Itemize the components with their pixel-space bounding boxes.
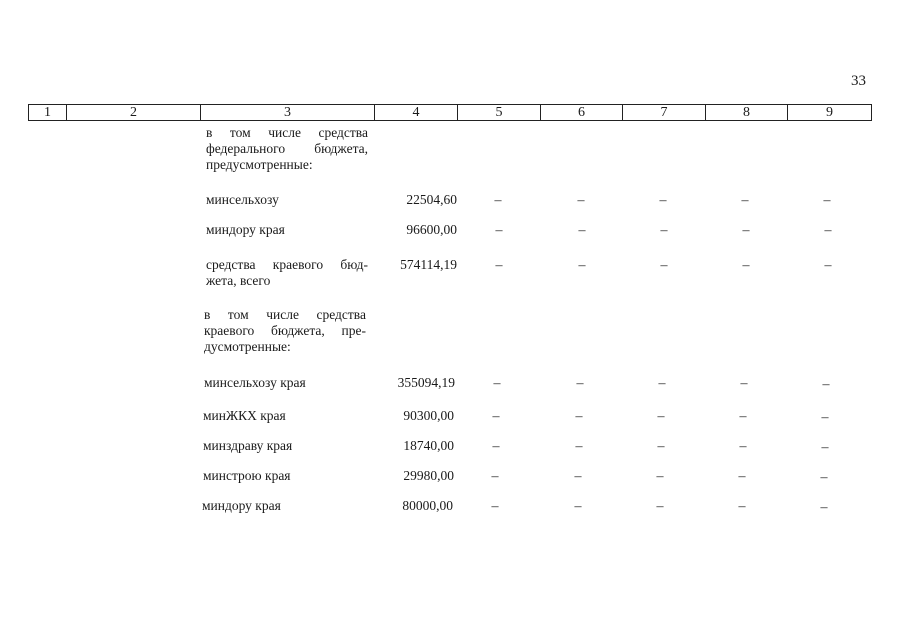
dash-col-7: – <box>656 499 664 514</box>
dash-col-7: – <box>656 469 664 484</box>
row-description: минсельхозу края <box>204 375 306 390</box>
dash-col-5: – <box>493 376 501 391</box>
dash-col-8: – <box>738 469 746 484</box>
header-col-1: 1 <box>29 105 67 120</box>
dash-col-9: – <box>821 410 829 425</box>
dash-col-8: – <box>740 376 748 391</box>
dash-col-8: – <box>738 499 746 514</box>
dash-col-7: – <box>659 193 667 208</box>
dash-col-8: – <box>742 223 750 238</box>
row-amount: 96600,00 <box>406 222 457 237</box>
dash-col-6: – <box>576 376 584 391</box>
dash-col-7: – <box>657 409 665 424</box>
header-col-5: 5 <box>458 105 541 120</box>
table-header-row <box>28 104 872 121</box>
dash-col-9: – <box>822 377 830 392</box>
dash-col-6: – <box>578 223 586 238</box>
dash-col-8: – <box>742 258 750 273</box>
page-number: 33 <box>851 73 866 89</box>
dash-col-5: – <box>491 499 499 514</box>
dash-col-6: – <box>575 409 583 424</box>
dash-col-7: – <box>660 258 668 273</box>
row-amount: 90300,00 <box>403 408 454 423</box>
row-description: минсельхозу <box>206 192 279 207</box>
row-description: минздраву края <box>203 438 293 453</box>
row-description: средства краевого бюд-жета, всего <box>206 257 368 288</box>
row-description: в том числе средства федерального бюджета, предусмотренные: <box>206 125 368 172</box>
header-col-2: 2 <box>67 105 201 120</box>
dash-col-5: – <box>491 469 499 484</box>
dash-col-9: – <box>820 470 828 485</box>
dash-col-7: – <box>658 376 666 391</box>
row-amount: 574114,19 <box>400 257 457 272</box>
dash-col-6: – <box>574 499 582 514</box>
dash-col-5: – <box>492 439 500 454</box>
dash-col-9: – <box>824 223 832 238</box>
dash-col-6: – <box>577 193 585 208</box>
dash-col-9: – <box>824 258 832 273</box>
row-description: минЖКХ края <box>203 408 286 423</box>
header-col-3: 3 <box>201 105 375 120</box>
row-amount: 29980,00 <box>403 468 454 483</box>
dash-col-6: – <box>574 469 582 484</box>
dash-col-5: – <box>494 193 502 208</box>
row-amount: 80000,00 <box>402 498 453 513</box>
row-description: миндору края <box>202 498 281 513</box>
dash-col-8: – <box>741 193 749 208</box>
dash-col-7: – <box>657 439 665 454</box>
header-col-6: 6 <box>541 105 623 120</box>
row-description: в том числе средства краевого бюджета, пре-дусмотренные: <box>204 307 366 354</box>
dash-col-9: – <box>821 440 829 455</box>
dash-col-7: – <box>660 223 668 238</box>
row-description: минстрою края <box>203 468 291 483</box>
row-amount: 355094,19 <box>397 375 455 390</box>
dash-col-6: – <box>578 258 586 273</box>
dash-col-8: – <box>739 409 747 424</box>
dash-col-9: – <box>820 500 828 515</box>
row-amount: 22504,60 <box>406 192 457 207</box>
dash-col-9: – <box>823 193 831 208</box>
row-description: миндору края <box>206 222 285 237</box>
header-col-9: 9 <box>826 105 833 120</box>
row-amount: 18740,00 <box>403 438 454 453</box>
dash-col-8: – <box>739 439 747 454</box>
dash-col-5: – <box>492 409 500 424</box>
dash-col-6: – <box>575 439 583 454</box>
header-col-8: 8 <box>706 105 788 120</box>
header-col-4: 4 <box>375 105 458 120</box>
dash-col-5: – <box>495 258 503 273</box>
dash-col-5: – <box>495 223 503 238</box>
header-col-7: 7 <box>623 105 706 120</box>
